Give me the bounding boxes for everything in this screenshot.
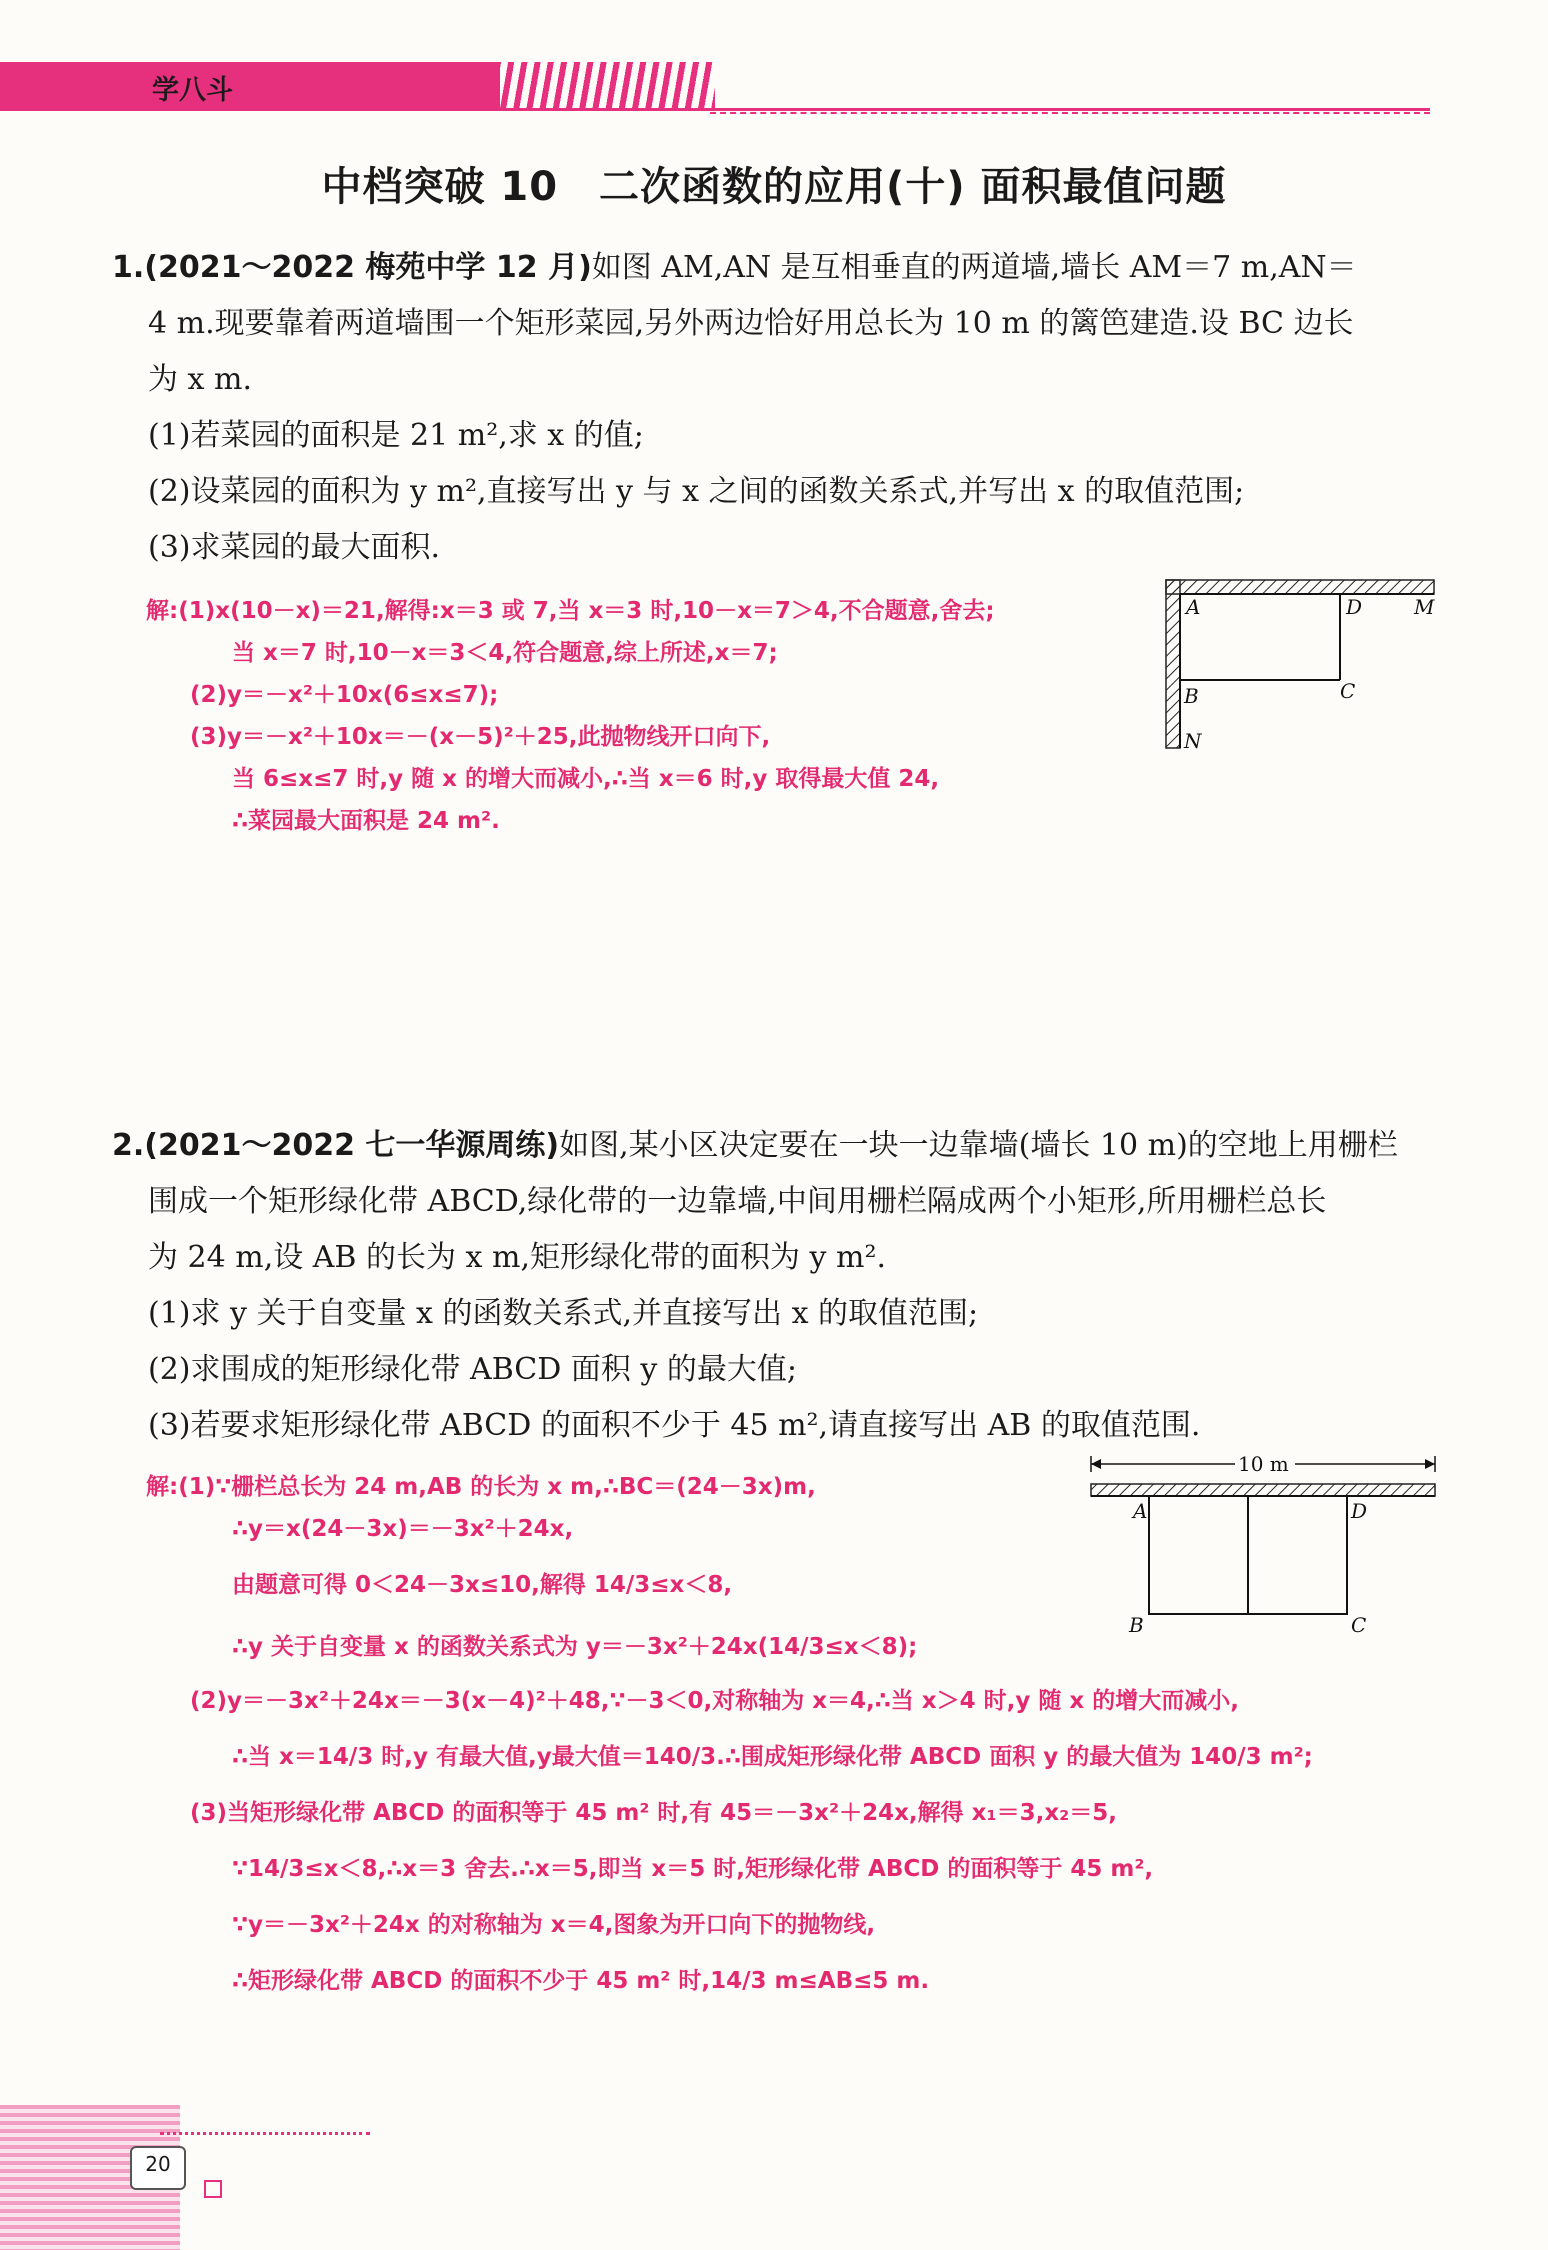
answer-2-line-6: ∴当 x＝14/3 时,y 有最大值,y最大值＝140/3.∴围成矩形绿化带 ABCD 面积 y 的最大值为 140/3 m²; <box>232 1744 1313 1770</box>
answer-2-line-2: ∴y＝x(24－3x)＝－3x²＋24x, <box>232 1516 574 1542</box>
answer-2-line-7: (3)当矩形绿化带 ABCD 的面积等于 45 m² 时,有 45＝－3x²＋24x,解得 x₁＝3,x₂＝5, <box>190 1800 1117 1826</box>
question-1-part-2: (2)设菜园的面积为 y m²,直接写出 y 与 x 之间的函数关系式,并写出 x 的取值范围; <box>148 474 1245 509</box>
wall <box>1091 1484 1435 1496</box>
answer-1-line-3: (2)y＝－x²＋10x(6≤x≤7); <box>190 682 499 708</box>
question-2 <box>112 1118 1442 1454</box>
answer-2-line-3: 由题意可得 0＜24－3x≤10,解得 14/3≤x＜8, <box>232 1572 733 1598</box>
question-1-source: (2021～2022 梅苑中学 12 月) <box>144 250 592 285</box>
question-1-line-1: 如图 AM,AN 是互相垂直的两道墙,墙长 AM＝7 m,AN＝ <box>591 250 1357 285</box>
footer-square-icon <box>204 2180 222 2198</box>
answer-1-line-4: (3)y＝－x²＋10x＝－(x－5)²＋25,此抛物线开口向下, <box>190 724 771 750</box>
question-2-line-1: 如图,某小区决定要在一块一边靠墙(墙长 10 m)的空地上用栅栏 <box>559 1128 1398 1163</box>
answer-2-line-1: (1)∵栅栏总长为 24 m,AB 的长为 x m,∴BC＝(24－3x)m, <box>178 1474 816 1500</box>
question-2-part-3: (3)若要求矩形绿化带 ABCD 的面积不少于 45 m²,请直接写出 AB 的取值范围. <box>148 1408 1201 1443</box>
answer-2-line-5: (2)y＝－3x²＋24x＝－3(x－4)²＋48,∵－3＜0,对称轴为 x＝4,∴当 x＞4 时,y 随 x 的增大而减小, <box>190 1688 1239 1714</box>
page-title: 中档突破 10 二次函数的应用(十) 面积最值问题 <box>321 164 1227 210</box>
answer-1 <box>146 590 995 842</box>
point-a-label: A <box>1186 595 1201 619</box>
answer-1-label: 解: <box>146 598 179 624</box>
answer-1-line-6: ∴菜园最大面积是 24 m². <box>232 808 500 834</box>
question-2-part-1: (1)求 y 关于自变量 x 的函数关系式,并直接写出 x 的取值范围; <box>148 1296 979 1331</box>
wall-length-label: 10 m <box>1238 1452 1289 1476</box>
answer-2-line-8: ∵14/3≤x＜8,∴x＝3 舍去.∴x＝5,即当 x＝5 时,矩形绿化带 ABCD 的面积等于 45 m², <box>232 1856 1154 1882</box>
answer-2-line-9: ∵y＝－3x²＋24x 的对称轴为 x＝4,图象为开口向下的抛物线, <box>232 1912 876 1938</box>
answer-2-label: 解: <box>146 1474 179 1500</box>
point-m-label: M <box>1414 595 1435 619</box>
point-d-label: D <box>1346 595 1363 619</box>
header-rule <box>0 108 1430 111</box>
answer-2-line-10: ∴矩形绿化带 ABCD 的面积不少于 45 m² 时,14/3 m≤AB≤5 m. <box>232 1968 930 1994</box>
page-number: 20 <box>145 2152 171 2176</box>
point-b-label: B <box>1184 684 1199 708</box>
header-stripes <box>495 62 715 108</box>
question-1-line-2: 4 m.现要靠着两道墙围一个矩形菜园,另外两边恰好用总长为 10 m 的篱笆建造.设 BC 边长 <box>148 306 1354 341</box>
brand-label: 学八斗 <box>152 75 233 106</box>
point-d-label: D <box>1351 1499 1368 1523</box>
point-c-label: C <box>1351 1613 1367 1637</box>
point-n-label: N <box>1184 729 1202 753</box>
wall-am <box>1166 580 1434 594</box>
point-b-label: B <box>1129 1613 1144 1637</box>
arrow-right-icon <box>1425 1459 1435 1469</box>
arrow-left-icon <box>1091 1459 1101 1469</box>
question-2-source: (2021～2022 七一华源周练) <box>144 1128 560 1163</box>
question-2-line-3: 为 24 m,设 AB 的长为 x m,矩形绿化带的面积为 y m². <box>148 1240 887 1275</box>
figure-2 <box>1085 1450 1445 1650</box>
question-2-line-2: 围成一个矩形绿化带 ABCD,绿化带的一边靠墙,中间用栅栏隔成两个小矩形,所用栅栏总长 <box>148 1184 1327 1219</box>
point-c-label: C <box>1340 679 1356 703</box>
header-dashed-rule <box>710 112 1430 114</box>
answer-1-line-1: (1)x(10－x)＝21,解得:x＝3 或 7,当 x＝3 时,10－x＝7＞4,不合题意,舍去; <box>178 598 995 624</box>
answer-1-line-2: 当 x＝7 时,10－x＝3＜4,符合题意,综上所述,x＝7; <box>232 640 778 666</box>
question-2-number: 2. <box>112 1128 145 1163</box>
question-1-number: 1. <box>112 250 145 285</box>
footer-dots <box>160 2132 370 2135</box>
question-1-part-1: (1)若菜园的面积是 21 m²,求 x 的值; <box>148 418 644 453</box>
wall-an <box>1166 580 1180 748</box>
point-a-label: A <box>1133 1499 1148 1523</box>
question-2-part-2: (2)求围成的矩形绿化带 ABCD 面积 y 的最大值; <box>148 1352 797 1387</box>
question-1-part-3: (3)求菜园的最大面积. <box>148 530 441 565</box>
question-1-line-3: 为 x m. <box>148 362 252 397</box>
header-tab <box>0 62 500 108</box>
answer-2-line-4: ∴y 关于自变量 x 的函数关系式为 y＝－3x²＋24x(14/3≤x＜8); <box>232 1634 918 1660</box>
question-1 <box>112 240 1442 576</box>
figure-1 <box>1150 570 1450 755</box>
answer-1-line-5: 当 6≤x≤7 时,y 随 x 的增大而减小,∴当 x＝6 时,y 取得最大值 24, <box>232 766 940 792</box>
